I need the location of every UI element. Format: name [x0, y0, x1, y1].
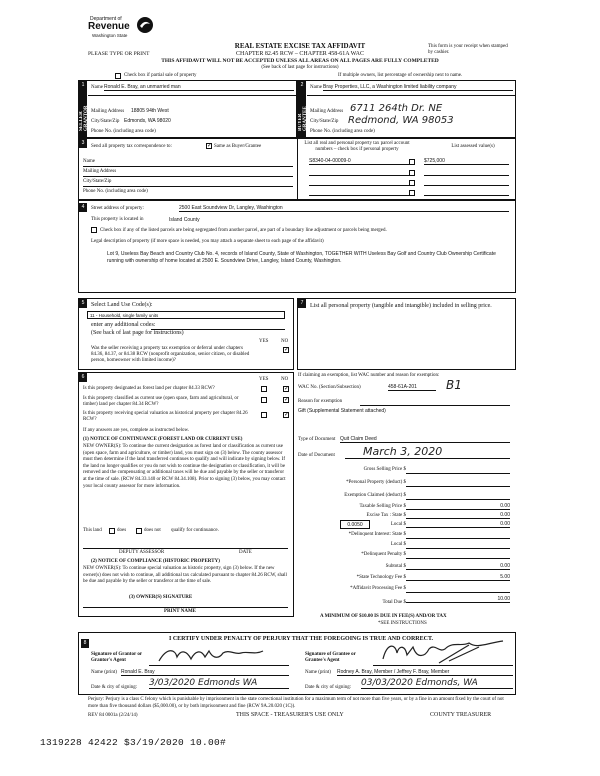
affidavit-fee-label: *Affidavit Processing Fee $ [350, 586, 406, 591]
forest-q2-yes[interactable] [261, 397, 267, 403]
buyer-name-label: Name [310, 85, 322, 90]
forest-q1-no[interactable]: ✓ [284, 386, 290, 392]
subtotal-label: Subtotal $ [385, 564, 406, 569]
recording-stamp: 1319228 42422 $3/19/2020 10.00# [40, 737, 227, 748]
section-number: 3 [79, 139, 87, 148]
divider [83, 166, 293, 167]
divider [424, 195, 509, 196]
seller-mailing-label: Mailing Address [91, 109, 125, 114]
forest-q3: Is this property receiving special valuation as historical property per chapter 84.26 RCW? [83, 411, 248, 422]
corr-mailing-label: Mailing Address [83, 169, 117, 174]
print-name-label: PRINT NAME [164, 609, 196, 614]
divider [406, 499, 510, 500]
seller-name: Ronald E. Bray, an unmarried man [104, 84, 294, 91]
grantor-name: Ronald E. Bray [121, 669, 289, 676]
street-label: Street address of property: [91, 206, 144, 211]
corr-city-label: City/State/Zip [83, 179, 112, 184]
perjury-text: Perjury: Perjury is a class C felony which is punishable by imprisonment in the state correctional institution for a maximum term of not more than five years, or by a fine in an amount fixed by the court of not more than five thousand dollars ($5,000.00), or by both imprisonment and fine (RCW 9A.20.020 (1C)). [88, 697, 504, 709]
does-not-checkbox[interactable] [136, 528, 142, 534]
land-use-code-select[interactable]: 11 - Household, single family units [87, 311, 285, 319]
grantor-date: 3/03/2020 Edmonds WA [149, 678, 289, 689]
buyer-section [297, 80, 516, 138]
exemption-deduct-label: Exemption Claimed (deduct) $ [344, 493, 406, 498]
exemption-reason: Gift (Supplemental Statement attached) [298, 408, 386, 414]
boundary-text: Check box if any of the listed parcels are being segregated from another parcel, are part of a boundary line adjustment or parcels being merged. [100, 228, 387, 233]
forest-q1: Is this property designated as forest land per chapter 84.33 RCW? [83, 386, 215, 391]
seller-city-label: City/State/Zip [91, 119, 120, 124]
divider [406, 592, 510, 593]
street-address: 2500 East Soundview Dr, Langley, Washington [179, 205, 509, 212]
multiple-owners-note: If multiple owners, list percentage of ownership next to name. [338, 73, 463, 78]
parcel-header: List all real and personal property tax parcel account numbers – check box if personal property [304, 141, 410, 152]
divider [406, 473, 510, 474]
land-use-label: Select Land Use Code(s): [91, 302, 153, 308]
buyer-phone-label: Phone No. (including area code) [310, 129, 375, 134]
wac-label: WAC No. (Section/Subsection) [298, 385, 361, 390]
personal-property-checkbox[interactable] [409, 170, 415, 176]
sig-grantor-label: Signature of Grantor or Grantor's Agent [91, 652, 142, 663]
boundary-checkbox[interactable] [91, 227, 97, 233]
receipt-note: This form is your receipt when stamped by cashier. [428, 44, 508, 55]
divider [307, 95, 516, 96]
local-label: Local $ [390, 522, 406, 527]
doc-date: March 3, 2020 [345, 445, 510, 459]
forest-q2-no[interactable]: ✓ [284, 397, 290, 403]
qualify-label: qualify for continuance. [171, 528, 219, 533]
notice2-body: NEW OWNER(S): To continue special valuation as historic property, sign (3) below. If the new owner(s) does not wish to continue, all additional tax calculated pursuant to chapter 84.26 RCW, shall be due and payable by the seller or transferor at the time of sale. [83, 566, 287, 585]
same-as-buyer-checkbox[interactable]: ✓ [207, 143, 213, 149]
treasurer-space: THIS SPACE - TREASURER'S USE ONLY [236, 712, 344, 718]
notice1-body: NEW OWNER(S): To continue the current designation as forest land or classification as current use (open space, farm and agriculture, or timber) land, you must sign on (3) below. The county assessor must then determine if the land transferred continues to qualify and will indicate by signing below. If the land no longer qualifies or you do not wish to continue the designation or classification, it will be removed and the compensating or additional taxes will be due and payable by the seller or transferor at the time of sale. (RCW 84.33.140 or RCW 84.34.108). Prior to signing (3) below, you may contact your local county assessor for more information. [83, 444, 286, 489]
located-label: This property is located in [91, 217, 144, 222]
partial-sale-label: Check box if partial sale of property [124, 73, 197, 78]
corr-phone-label: Phone No. (including area code) [83, 189, 148, 194]
exemption-no-checkbox[interactable]: ✓ [284, 347, 290, 353]
divider [83, 176, 293, 177]
minimum-note: A MINIMUM OF $10.00 IS DUE IN FEE(S) AND/OR TAX [320, 614, 447, 619]
delinq-interest-label: *Delinquent Interest: State $ [348, 532, 406, 537]
divider [424, 175, 509, 176]
personal-property-checkbox[interactable] [409, 190, 415, 196]
divider [83, 186, 293, 187]
grantee-name-label: Name (print) [305, 670, 331, 675]
correspondence-label: Send all property tax correspondence to: [91, 144, 172, 149]
rev-number: REV 84 0001a (2/24/14) [88, 713, 138, 718]
subtotal-value: 0.00 [406, 563, 510, 570]
delinq-penalty-label: *Delinquent Penalty $ [361, 552, 406, 557]
grantor-date-label: Date & city of signing: [91, 685, 138, 690]
parcel-number: S8340-04-00009-0 [309, 158, 409, 165]
land-use-section [78, 298, 294, 370]
county-treasurer: COUNTY TREASURER [430, 712, 492, 718]
seller-mailing: 18805 94th West [131, 108, 169, 114]
excise-state-value: 0.00 [406, 512, 510, 519]
please-type: PLEASE TYPE OR PRINT [88, 51, 150, 57]
form-warning: THIS AFFIDAVIT WILL NOT BE ACCEPTED UNLESS ALL AREAS ON ALL PAGES ARE FULLY COMPLETED [161, 58, 439, 64]
additional-codes-label: enter any additional codes: [91, 322, 156, 328]
deputy-date-label: DATE [239, 550, 252, 555]
divider [309, 195, 409, 196]
personal-property-text: List all personal property (tangible and intangible) included in selling price. [310, 303, 492, 309]
gross-label: Gross Selling Price $ [363, 467, 406, 472]
legal-description: Lot 9, Useless Bay Beach and Country Club No. 4, records of Island County, State of Washington, TOGETHER WITH Useless Bay Golf and Country Club Ownership Certificate running with ownership of home located at 2500 E. Soundview Drive, Langley, Island County, Washington. [107, 251, 496, 264]
property-section [78, 200, 516, 293]
seller-label: SELLER GRANTOR [79, 105, 89, 131]
owner-signature-label: (3) OWNER(S) SIGNATURE [129, 595, 193, 600]
grantee-date-label: Date & city of signing: [305, 685, 352, 690]
corr-name-label: Name [83, 159, 95, 164]
tech-fee-value: 5.00 [406, 574, 510, 581]
divider [83, 607, 288, 608]
exemption-question: Was the seller receiving a property tax exemption or deferral under chapters 84.36, 84.37, or 84.38 RCW (nonprofit organization, senior citizen, or disabled person, homeowner with limited income)? [91, 346, 250, 363]
taxable-value: 0.00 [406, 503, 510, 510]
form-title: REAL ESTATE EXCISE TAX AFFIDAVIT [234, 42, 366, 50]
doc-type-label: Type of Document [298, 437, 336, 442]
section-number: 2 [298, 81, 306, 90]
divider [406, 558, 510, 559]
personal-property-checkbox[interactable] [409, 159, 415, 165]
buyer-city-label: City/State/Zip [310, 119, 339, 124]
divider [309, 175, 409, 176]
section-number: 4 [79, 203, 87, 212]
sig-grantee-label: Signature of Grantee or Grantee's Agent [305, 652, 356, 663]
does-checkbox[interactable] [109, 528, 115, 534]
excise-state-label: Excise Tax : State $ [366, 513, 406, 518]
dor-swoosh-icon [136, 16, 154, 34]
does-not-label: does not [144, 528, 161, 533]
personal-property-section [297, 298, 516, 370]
buyer-mailing: 6711 264th Dr. NE [350, 103, 443, 114]
buyer-name: Bray Properties, LLC, a Washington limited liability company [323, 84, 513, 91]
seller-name-label: Name [91, 85, 103, 90]
total-label: Total Due $ [382, 600, 406, 605]
yes-header: YES [259, 377, 269, 382]
form-see-back: (See back of last page for instructions) [261, 65, 339, 70]
forest-q3-no[interactable]: ✓ [284, 412, 290, 418]
local-value: 0.00 [406, 521, 510, 528]
certify-section [78, 632, 516, 695]
divider [83, 548, 288, 549]
divider [360, 405, 510, 406]
forest-q2: Is this property classified as current use (open space, farm and agricultural, or timber) land per chapter 84.34 RCW? [83, 396, 239, 407]
grantee-date: 03/03/2020 Edmonds, WA [361, 678, 513, 689]
section-number: 8 [81, 639, 89, 648]
dor-logo-line3: Washington State [92, 33, 128, 38]
yes-header: YES [259, 339, 269, 344]
grantor-signature-icon [157, 645, 267, 667]
doc-type: Quit Claim Deed [340, 436, 510, 443]
seller-section [78, 80, 297, 138]
legal-label: Legal description of property (if more space is needed, you may attach a separate sheet to each page of the affidavit) [91, 239, 324, 244]
see-instructions: *SEE INSTRUCTIONS [378, 621, 427, 626]
assessed-header: List assessed value(s) [451, 144, 495, 149]
dor-logo [88, 14, 158, 44]
taxable-label: Taxable Selling Price $ [359, 504, 406, 509]
personal-label: *Personal Property (deduct) $ [346, 480, 406, 485]
buyer-mailing-label: Mailing Address [310, 109, 344, 114]
same-as-buyer-label: Same as Buyer/Grantee [214, 144, 262, 149]
notice1-title: (1) NOTICE OF CONTINUANCE (FOREST LAND OR CURRENT USE) [83, 437, 243, 442]
divider [309, 185, 409, 186]
reason-label: Reason for exemption [298, 399, 343, 404]
forest-section [78, 372, 294, 617]
divider [406, 548, 510, 549]
forest-q1-yes[interactable] [261, 386, 267, 392]
tax-correspondence-section [78, 138, 516, 200]
seller-phone-label: Phone No. (including area code) [91, 129, 156, 134]
personal-property-checkbox[interactable] [409, 180, 415, 186]
dor-logo-line1: Department of [90, 16, 122, 22]
form-subtitle: CHAPTER 82.45 RCW – CHAPTER 458-61A WAC [236, 51, 364, 57]
does-label: does [117, 528, 127, 533]
forest-q3-yes[interactable] [261, 412, 267, 418]
answers-note: If any answers are yes, complete as instructed below. [83, 428, 190, 433]
no-header: NO [281, 377, 289, 382]
grantee-signature-icon [379, 639, 509, 667]
local2-label: Local $ [390, 542, 406, 547]
exemption-claim-label: If claiming an exemption, list WAC number and reason for exemption: [298, 373, 440, 378]
local-rate-box: 0.0050 [340, 520, 370, 529]
divider [406, 538, 510, 539]
divider [297, 139, 298, 200]
section-number: 5 [79, 299, 87, 308]
buyer-city: Redmond, WA 98053 [348, 115, 454, 126]
tech-fee-label: *State Technology Fee $ [356, 575, 406, 580]
land-use-see-back: (See back of last page for instructions) [91, 330, 184, 336]
certify-text: I CERTIFY UNDER PENALTY OF PERJURY THAT THE FOREGOING IS TRUE AND CORRECT. [169, 636, 434, 642]
section-number: 6 [79, 373, 87, 382]
total-value: 10.00 [406, 596, 510, 603]
section-number: 1 [79, 81, 87, 90]
no-header: NO [281, 339, 289, 344]
wac-handwritten: B1 [446, 378, 462, 392]
seller-city: Edmonds, WA 98020 [124, 118, 171, 124]
assessed-value: $725,000 [424, 158, 509, 165]
partial-sale-checkbox[interactable] [115, 73, 121, 79]
section-number: 7 [298, 299, 306, 308]
dor-logo-line2: Revenue [88, 21, 130, 32]
land-does-label: This land [83, 528, 102, 533]
grantor-name-label: Name (print) [91, 670, 117, 675]
buyer-label: BUYER GRANTEE [298, 106, 308, 131]
divider [406, 486, 510, 487]
grantee-name: Rodney A. Bray, Member / Jeffrey F. Bray, Member [337, 669, 513, 676]
located-county: Island County [169, 217, 200, 223]
doc-date-label: Date of Document [298, 453, 335, 458]
wac-number: 458-61A-201 [388, 384, 436, 391]
notice2-title: (2) NOTICE OF COMPLIANCE (HISTORIC PROPERTY) [91, 559, 220, 564]
deputy-assessor-label: DEPUTY ASSESSOR [119, 550, 165, 555]
divider [88, 95, 297, 96]
divider [424, 185, 509, 186]
